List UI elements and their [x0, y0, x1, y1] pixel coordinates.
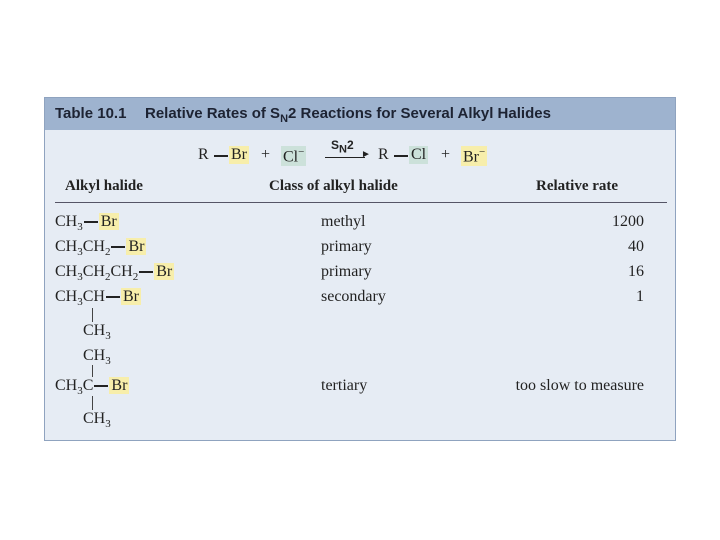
bond-line	[84, 221, 98, 223]
table-number: Table 10.1	[55, 105, 127, 122]
chloride-ion	[281, 146, 306, 166]
bond-line	[214, 155, 228, 157]
header-divider	[55, 202, 667, 203]
methyl-branch	[83, 322, 111, 342]
title-subscript: N	[280, 113, 289, 125]
formula-part: CH	[55, 377, 78, 394]
formula-part: CH	[82, 238, 105, 255]
title-part: Relative Rates of S	[145, 105, 281, 122]
charge: −	[298, 146, 305, 158]
charge: −	[479, 146, 486, 158]
alkyl-formula	[55, 377, 129, 397]
alkyl-class: methyl	[321, 213, 366, 230]
formula-sub: 3	[105, 330, 111, 343]
data-table-card	[44, 97, 676, 441]
formula-sub: 2	[104, 246, 111, 259]
reactant-r: R	[198, 146, 209, 163]
formula-sub: 3	[77, 271, 83, 284]
arrow-label-sub: N	[339, 143, 347, 156]
formula-sub: 3	[105, 355, 111, 368]
bromine: Br	[128, 238, 145, 255]
relative-rate: 16	[628, 263, 644, 280]
formula-part: CH	[83, 410, 106, 427]
bond-line	[394, 155, 408, 157]
alkyl-formula	[55, 288, 141, 308]
alkyl-formula	[55, 263, 174, 283]
bond-line-vertical	[92, 308, 93, 322]
bond-line	[111, 246, 125, 248]
bromine: Br	[111, 377, 128, 394]
reaction-arrow	[325, 157, 365, 158]
arrow-label-s: S	[331, 138, 340, 152]
arrow-label	[331, 138, 354, 155]
formula-sub: 2	[104, 271, 111, 284]
relative-rate: 1200	[612, 213, 644, 230]
bond-line-vertical	[92, 396, 93, 410]
formula-part: CH	[55, 213, 78, 230]
bromide-ion	[461, 146, 487, 166]
formula-part: C	[82, 377, 94, 394]
table-title	[145, 105, 551, 125]
formula-sub: 3	[105, 418, 111, 431]
bond-line	[94, 385, 108, 387]
formula-part: CH	[55, 288, 78, 305]
formula-part: CH	[82, 288, 105, 305]
formula-sub: 3	[77, 246, 83, 259]
plus-sign: +	[441, 146, 451, 163]
column-header-rate: Relative rate	[536, 178, 619, 194]
bond-line	[139, 271, 153, 273]
relative-rate: 40	[628, 238, 644, 255]
formula-part: CH	[83, 322, 106, 339]
formula-sub: 2	[132, 271, 139, 284]
product-cl: Cl	[411, 146, 427, 163]
bromine: Br	[122, 288, 139, 305]
formula-sub: 3	[77, 296, 83, 309]
alkyl-class: tertiary	[321, 377, 368, 394]
formula-sub: 3	[77, 385, 83, 398]
bromine: Br	[156, 263, 173, 280]
methyl-branch	[83, 410, 111, 430]
alkyl-formula	[55, 238, 146, 258]
plus-sign: +	[261, 146, 271, 163]
chloride-symbol: Cl	[283, 148, 299, 166]
title-part: 2 Reactions for Several Alkyl Halides	[288, 105, 551, 122]
bond-line	[106, 296, 120, 298]
formula-sub: 3	[77, 221, 83, 234]
bromide-symbol: Br	[463, 148, 479, 166]
bond-line-vertical	[92, 365, 93, 377]
relative-rate: too slow to measure	[515, 377, 644, 394]
column-header-class: Class of alkyl halide	[269, 178, 398, 194]
product-r: R	[378, 146, 389, 163]
formula-part: CH	[83, 347, 106, 364]
arrow-label-2: 2	[346, 138, 354, 152]
column-header-alkyl-halide: Alkyl halide	[65, 178, 143, 194]
relative-rate: 1	[636, 288, 644, 305]
formula-part: CH	[55, 238, 78, 255]
alkyl-formula	[55, 213, 119, 233]
alkyl-class: secondary	[321, 288, 386, 305]
reactant-br: Br	[231, 146, 247, 163]
formula-part: CH	[55, 263, 78, 280]
alkyl-class: primary	[321, 263, 372, 280]
arrow-head-icon: ►	[361, 149, 371, 160]
formula-part: CH	[82, 263, 105, 280]
formula-part: CH	[110, 263, 133, 280]
alkyl-class: primary	[321, 238, 372, 255]
methyl-branch	[83, 347, 111, 367]
table-title-bar	[45, 98, 675, 130]
bromine: Br	[100, 213, 117, 230]
